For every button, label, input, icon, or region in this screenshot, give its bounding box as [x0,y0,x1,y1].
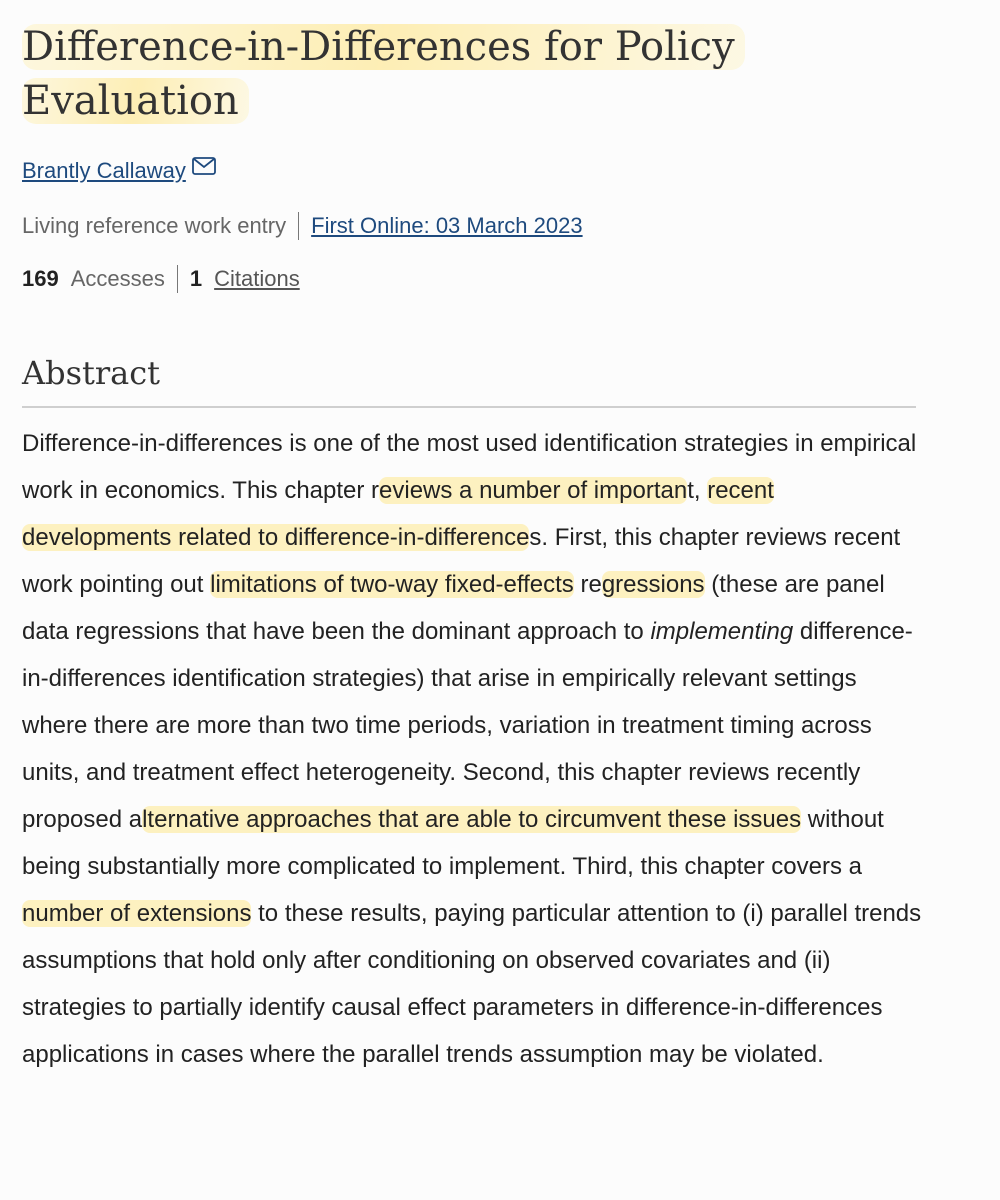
highlighted-phrase: eviews a number of importan [379,477,688,504]
accesses-count: 169 [22,266,59,291]
first-online-link[interactable]: First Online: 03 March 2023 [311,213,583,238]
author-row [22,152,216,187]
abstract-segment: t, [687,477,708,504]
abstract-segment: to these results, paying particular attention to (i) parallel trends assumptions that hold only after conditioning on observed covariates and (ii) strategies to partially identify causal effect parameters in difference-in-differences applications in cases where the parallel trends assumption may be violated. [22,900,922,1068]
author-link[interactable]: Brantly Callaway [22,158,186,183]
highlighted-phrase: recent developments related to difference-in-difference [22,477,774,551]
emphasized-word: implementing [650,618,794,645]
meta-separator [298,212,299,240]
abstract-heading: Abstract [22,354,161,392]
article-title [22,20,782,128]
highlighted-phrase: lternative approaches that are able to circumvent these issues [142,806,802,833]
entry-type: Living reference work entry [22,213,287,238]
entry-meta-row [22,210,583,242]
abstract-segment: difference-in-differences identification strategies) that arise in empirically relevant settings where there are more than two time periods, variation in treatment timing across units, and treatment effect heterogeneity. Second, this chapter reviews recently proposed a [22,618,913,833]
highlighted-phrase: number of extensions [22,900,252,927]
abstract-segment: s. First, this chapter reviews recent work pointing out [22,524,901,598]
citations-link[interactable]: Citations [214,266,300,291]
abstract-segment: re [573,571,602,598]
envelope-icon[interactable] [192,152,216,184]
accesses-label: Accesses [70,266,165,291]
highlighted-phrase: limitations of two-way fixed-effects [210,571,574,598]
article-title-text: Difference-in-Differences for Policy Evaluation [22,24,745,124]
metrics-row [22,263,300,295]
abstract-segment: Difference-in-differences is one of the most used identification strategies in empirical work in economics. This chapter r [22,430,917,504]
abstract-segment: (these are panel data regressions that have been the dominant approach to [22,571,885,645]
metrics-separator [177,265,178,293]
citations-count: 1 [189,266,203,291]
abstract-segment: without being substantially more complicated to implement. Third, this chapter covers a [22,806,884,880]
abstract-divider [22,406,916,408]
highlighted-phrase: gressions [601,571,705,598]
abstract-text [22,420,922,1078]
